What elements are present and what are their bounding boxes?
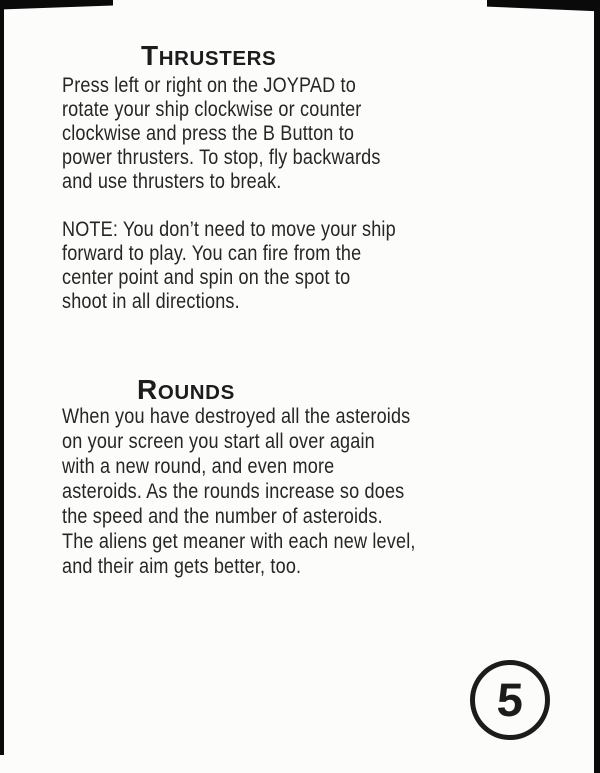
text-line: clockwise and press the B Button to bbox=[62, 122, 355, 145]
text-line: and use thrusters to break. bbox=[62, 170, 282, 193]
text-line: forward to play. You can fire from the bbox=[62, 242, 362, 265]
rounds-heading-initial: R bbox=[137, 374, 158, 405]
text-line: When you have destroyed all the asteroids bbox=[62, 405, 411, 428]
text-line: the speed and the number of asteroids. bbox=[62, 505, 383, 528]
rounds-heading bbox=[137, 374, 235, 406]
page-number-circle-icon bbox=[470, 660, 550, 740]
page-number: 5 bbox=[495, 673, 525, 726]
text-line: rotate your ship clockwise or counter bbox=[62, 98, 362, 121]
scan-artifact-top-right-bar bbox=[487, 0, 600, 12]
rounds-paragraph bbox=[62, 404, 416, 579]
thrusters-heading-initial: T bbox=[141, 40, 159, 71]
scan-artifact-top-left-bar bbox=[0, 0, 113, 10]
thrusters-heading-rest: HRUSTERS bbox=[158, 47, 277, 70]
scan-artifact-right-edge bbox=[594, 6, 600, 773]
thrusters-paragraph bbox=[62, 74, 381, 194]
thrusters-heading bbox=[141, 40, 276, 72]
text-line: shoot in all directions. bbox=[62, 290, 240, 313]
text-line: and their aim gets better, too. bbox=[62, 555, 302, 578]
text-line: on your screen you start all over again bbox=[62, 430, 375, 453]
text-line: asteroids. As the rounds increase so does bbox=[62, 480, 405, 503]
text-line: center point and spin on the spot to bbox=[62, 266, 351, 289]
scan-artifact-left-edge bbox=[0, 0, 4, 755]
text-line: Press left or right on the JOYPAD to bbox=[62, 74, 356, 97]
text-line: NOTE: You don’t need to move your ship bbox=[62, 218, 396, 241]
rounds-heading-rest: OUNDS bbox=[157, 381, 235, 404]
text-line: with a new round, and even more bbox=[62, 455, 335, 478]
text-line: power thrusters. To stop, fly backwards bbox=[62, 146, 381, 169]
text-line: The aliens get meaner with each new level, bbox=[62, 530, 416, 553]
note-paragraph bbox=[62, 218, 396, 314]
